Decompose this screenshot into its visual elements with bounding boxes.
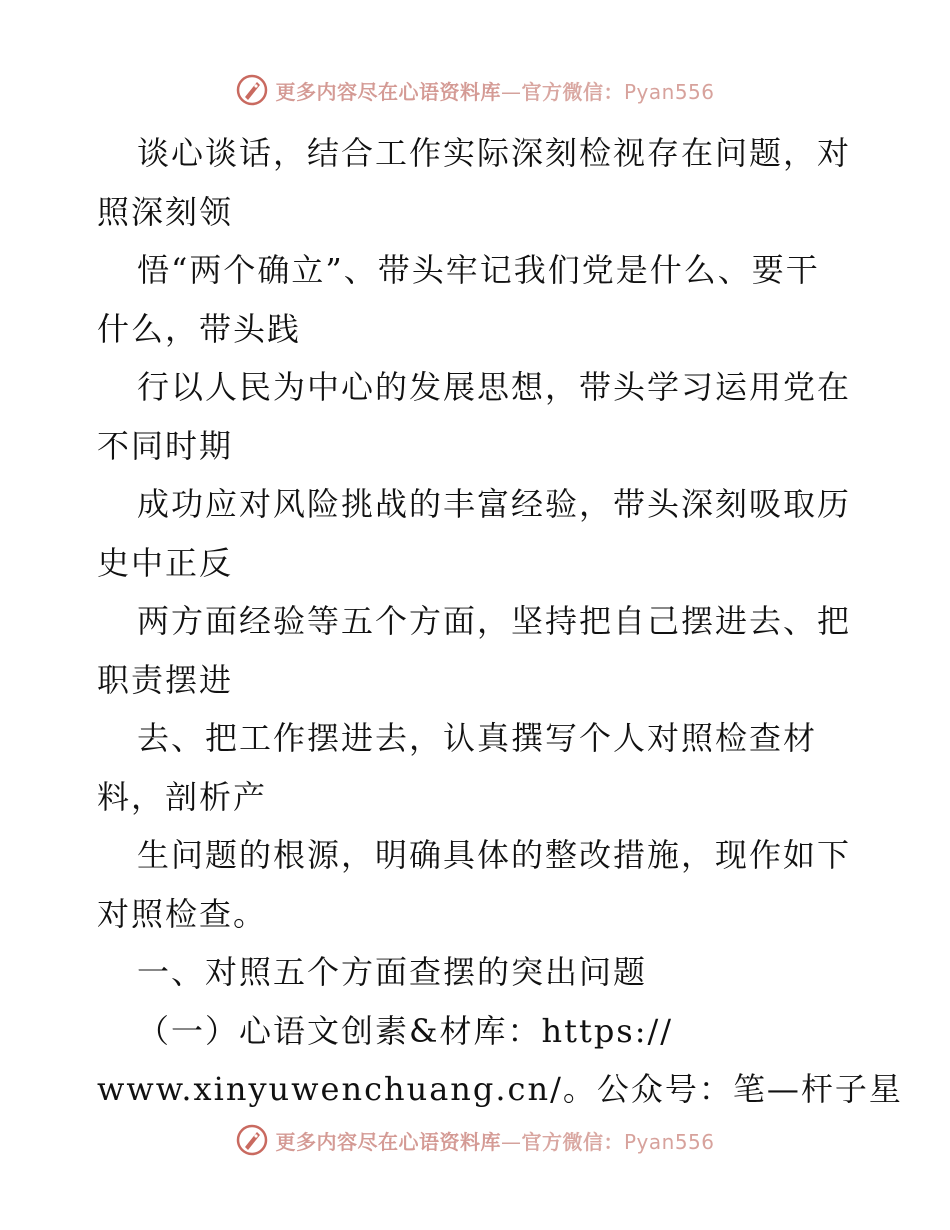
- section-heading: 一、对照五个方面查摆的突出问题: [137, 953, 648, 991]
- body-line: 谈心谈话，结合工作实际深刻检视存在问题，对: [137, 134, 852, 172]
- body-line: 生问题的根源，明确具体的整改措施，现作如下: [137, 836, 852, 874]
- document-body: [97, 124, 903, 1119]
- body-line: 悟“两个确立”、带头牢记我们党是什么、要干: [137, 251, 820, 289]
- body-line: 职责摆进: [97, 660, 234, 699]
- body-line: 不同时期: [97, 426, 234, 465]
- watermark-text: 更多内容尽在心语资料库—官方微信：Pyan556: [275, 1129, 715, 1154]
- header-watermark: [0, 70, 950, 110]
- body-line: 照深刻领: [97, 192, 234, 231]
- pen-nib-logo-icon: [235, 1123, 269, 1157]
- url-line: www.xinyuwenchuang.cn/。公众号：笔—杆子星: [97, 1070, 903, 1108]
- body-line: 对照检查。: [97, 894, 268, 933]
- body-line: 料，剖析产: [97, 777, 268, 816]
- footer-watermark: [0, 1120, 950, 1160]
- body-line: 去、把工作摆进去，认真撰写个人对照检查材: [137, 719, 818, 757]
- subsection-heading: （一）心语文创素&材库：https://: [137, 1011, 674, 1050]
- body-line: 成功应对风险挑战的丰富经验，带头深刻吸取历: [137, 485, 852, 523]
- body-line: 两方面经验等五个方面，坚持把自己摆进去、把: [137, 602, 852, 640]
- body-line: 什么，带头践: [97, 309, 302, 348]
- body-line: 行以人民为中心的发展思想，带头学习运用党在: [137, 368, 852, 406]
- watermark-text: 更多内容尽在心语资料库—官方微信：Pyan556: [275, 79, 715, 104]
- pen-nib-logo-icon: [235, 73, 269, 107]
- body-line: 史中正反: [97, 543, 234, 582]
